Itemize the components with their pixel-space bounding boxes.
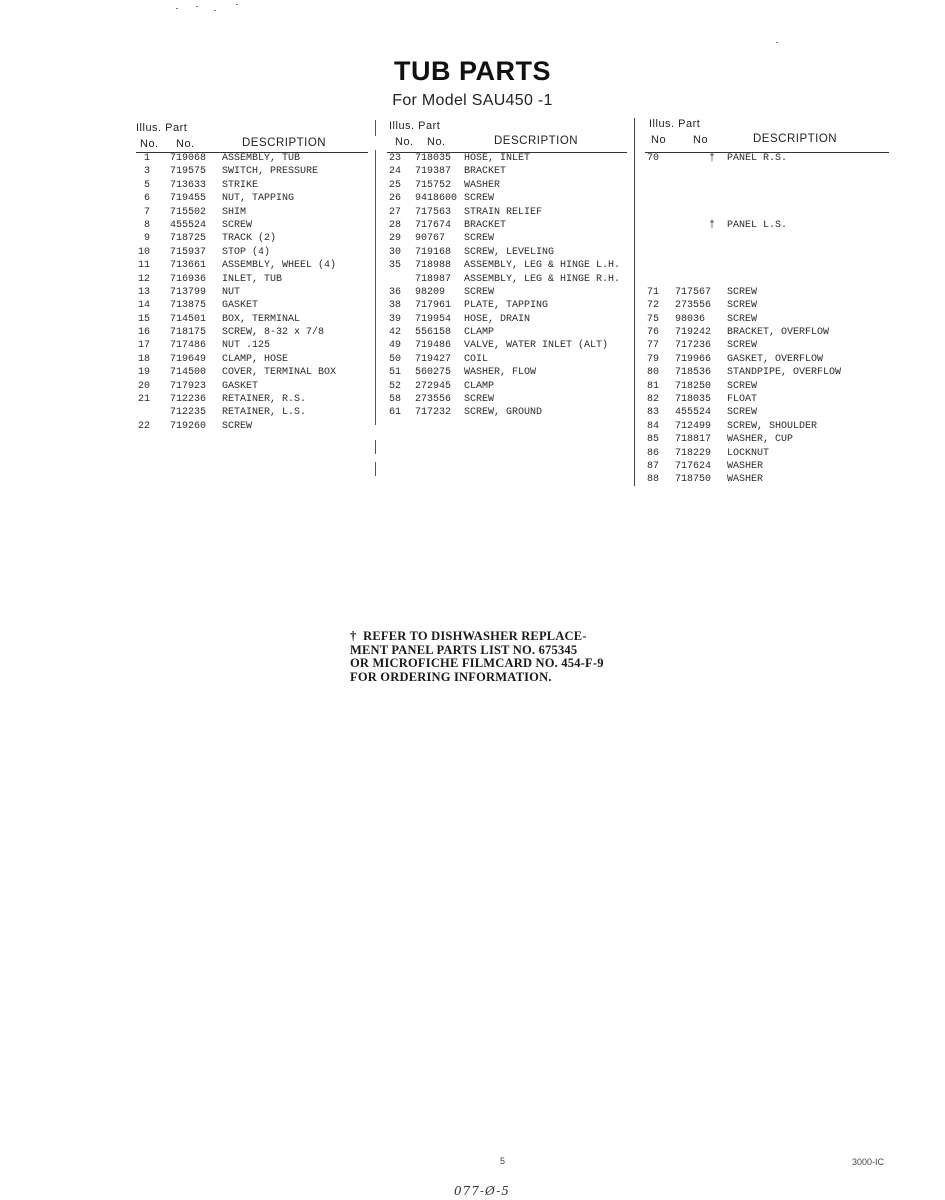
part-description: CLAMP, HOSE xyxy=(222,353,289,365)
table-row xyxy=(645,406,889,419)
table-row xyxy=(645,380,889,393)
column-divider-dashed xyxy=(375,150,376,425)
table-row xyxy=(645,299,889,312)
column-divider-dashed xyxy=(375,462,376,476)
illus-no: 50 xyxy=(388,353,401,365)
illus-no: 20 xyxy=(137,380,150,392)
illus-no: 35 xyxy=(388,260,401,272)
table-row xyxy=(645,273,889,286)
table-row xyxy=(645,179,889,192)
illus-no: 10 xyxy=(137,246,150,258)
illus-no: 30 xyxy=(388,246,401,258)
part-description: STANDPIPE, OVERFLOW xyxy=(727,367,842,379)
illus-no: 85 xyxy=(646,434,659,446)
part-no: 714500 xyxy=(170,367,207,379)
header-no: No. xyxy=(395,136,414,148)
table-row xyxy=(387,219,627,232)
note-line: † REFER TO DISHWASHER REPLACE- xyxy=(350,629,587,643)
part-description: SCREW, GROUND xyxy=(464,407,543,419)
part-no: 718229 xyxy=(675,447,712,459)
part-no: 715502 xyxy=(170,206,207,218)
illus-no: 86 xyxy=(646,447,659,459)
table-row xyxy=(645,353,889,366)
header-part-no: No xyxy=(693,134,709,146)
part-description: RETAINER, R.S. xyxy=(222,394,307,406)
part-no: 713875 xyxy=(170,300,207,312)
table-row xyxy=(387,326,627,339)
illus-no: 58 xyxy=(388,394,401,406)
table-row xyxy=(645,460,889,473)
document-code: 3000-IC xyxy=(852,1157,885,1167)
part-description: PLATE, TAPPING xyxy=(464,300,549,312)
table-row xyxy=(136,406,368,419)
part-description: SCREW xyxy=(464,193,495,205)
part-no: 719068 xyxy=(170,153,207,164)
part-no: 714501 xyxy=(170,313,207,325)
part-no: 719242 xyxy=(675,327,712,339)
illus-no: 77 xyxy=(646,340,659,352)
scan-speck xyxy=(214,10,216,11)
part-description: SCREW xyxy=(464,233,495,245)
part-description: COIL xyxy=(464,353,489,365)
table-row xyxy=(136,286,368,299)
illus-no: 24 xyxy=(388,166,401,178)
part-no: 717961 xyxy=(415,300,452,312)
scan-speck xyxy=(776,42,778,43)
table-row xyxy=(645,366,889,379)
table-row xyxy=(136,313,368,326)
illus-no: 6 xyxy=(143,193,150,205)
illus-no: 26 xyxy=(388,193,401,205)
illus-no: 51 xyxy=(388,367,401,379)
table-row xyxy=(645,206,889,219)
table-row xyxy=(387,179,627,192)
part-no: 719966 xyxy=(675,353,712,365)
column-divider xyxy=(634,118,635,486)
part-no: 715937 xyxy=(170,246,207,258)
table-row xyxy=(136,273,368,286)
header-no: No xyxy=(651,134,667,146)
part-no: 717923 xyxy=(170,380,207,392)
scan-speck xyxy=(236,4,238,5)
part-description: BRACKET xyxy=(464,166,507,178)
table-row xyxy=(645,433,889,446)
illus-no: 23 xyxy=(388,153,401,164)
part-description: INLET, TUB xyxy=(222,273,283,285)
part-description: GASKET xyxy=(222,300,259,312)
illus-no: 84 xyxy=(646,420,659,432)
illus-no: 71 xyxy=(646,286,659,298)
table-row xyxy=(136,393,368,406)
illus-no: 80 xyxy=(646,367,659,379)
part-description: SCREW xyxy=(727,300,758,312)
part-no: 719168 xyxy=(415,246,452,258)
illus-no: 61 xyxy=(388,407,401,419)
part-description: WASHER, CUP xyxy=(727,434,794,446)
part-description: RETAINER, L.S. xyxy=(222,407,307,419)
column-header xyxy=(136,118,368,152)
part-description: PANEL L.S. xyxy=(727,219,788,231)
table-row xyxy=(387,206,627,219)
parts-column-2 xyxy=(387,118,627,420)
table-row xyxy=(136,246,368,259)
part-description: SCREW xyxy=(727,286,758,298)
illus-no: 1 xyxy=(143,153,150,164)
part-description: SCREW, SHOULDER xyxy=(727,420,818,432)
table-row xyxy=(645,192,889,205)
table-row xyxy=(136,299,368,312)
illus-no: 82 xyxy=(646,394,659,406)
part-no: 718817 xyxy=(675,434,712,446)
illus-no: 39 xyxy=(388,313,401,325)
part-no: 718987 xyxy=(415,273,452,285)
part-description: BOX, TERMINAL xyxy=(222,313,301,325)
table-row xyxy=(136,353,368,366)
part-description: SCREW xyxy=(727,380,758,392)
part-no: 712235 xyxy=(170,407,207,419)
part-no: 719455 xyxy=(170,193,207,205)
part-description: VALVE, WATER INLET (ALT) xyxy=(464,340,609,352)
header-illus-part: Illus. Part xyxy=(389,120,441,132)
part-no: 718250 xyxy=(675,380,712,392)
part-description: SCREW, LEVELING xyxy=(464,246,555,258)
illus-no: 75 xyxy=(646,313,659,325)
illus-no: 88 xyxy=(646,474,659,486)
parts-column-1 xyxy=(136,118,368,433)
part-description: NUT, TAPPING xyxy=(222,193,295,205)
part-description: SCREW, 8-32 x 7/8 xyxy=(222,327,325,339)
table-row xyxy=(136,179,368,192)
part-no: 718750 xyxy=(675,474,712,486)
part-description: BRACKET, OVERFLOW xyxy=(727,327,830,339)
table-row xyxy=(387,152,627,165)
part-no: 718035 xyxy=(415,153,452,164)
part-description: WASHER xyxy=(464,179,501,191)
part-description: SCREW xyxy=(727,407,758,419)
illus-no: 17 xyxy=(137,340,150,352)
handwritten-note: 077-Ø-5 xyxy=(454,1184,510,1198)
parts-rows xyxy=(645,152,889,487)
part-no: 455524 xyxy=(170,219,207,231)
part-no: 719260 xyxy=(170,420,207,432)
ordering-note xyxy=(350,630,604,684)
illus-no: 70 xyxy=(646,153,659,164)
part-no: 712236 xyxy=(170,394,207,406)
header-description: DESCRIPTION xyxy=(753,133,838,145)
table-row xyxy=(645,219,889,232)
scan-speck xyxy=(196,6,198,7)
part-no: 98036 xyxy=(675,313,706,325)
part-no: 717624 xyxy=(675,460,712,472)
table-row xyxy=(645,339,889,352)
part-no: 718536 xyxy=(675,367,712,379)
part-no: 712499 xyxy=(675,420,712,432)
table-row xyxy=(387,380,627,393)
scan-speck xyxy=(176,8,178,9)
illus-no: 5 xyxy=(143,179,150,191)
table-row xyxy=(645,232,889,245)
illus-no: 28 xyxy=(388,219,401,231)
header-description: DESCRIPTION xyxy=(494,135,579,147)
illus-no: 76 xyxy=(646,327,659,339)
illus-no: 9 xyxy=(143,233,150,245)
part-no: 90767 xyxy=(415,233,446,245)
part-description: WASHER xyxy=(727,474,764,486)
part-description: COVER, TERMINAL BOX xyxy=(222,367,337,379)
table-row xyxy=(136,420,368,433)
part-description: STRAIN RELIEF xyxy=(464,206,543,218)
part-description: STOP (4) xyxy=(222,246,271,258)
parts-rows xyxy=(136,152,368,433)
part-no: 719649 xyxy=(170,353,207,365)
part-description: CLAMP xyxy=(464,327,495,339)
illus-no: 3 xyxy=(143,166,150,178)
part-no: 719486 xyxy=(415,340,452,352)
table-row xyxy=(136,232,368,245)
table-row xyxy=(387,165,627,178)
table-row xyxy=(136,192,368,205)
part-description: FLOAT xyxy=(727,394,758,406)
illus-no: 22 xyxy=(137,420,150,432)
part-description: HOSE, DRAIN xyxy=(464,313,531,325)
part-description: SCREW xyxy=(727,340,758,352)
table-row xyxy=(136,152,368,165)
illus-no: 8 xyxy=(143,219,150,231)
part-description: SCREW xyxy=(222,420,253,432)
part-no: 719387 xyxy=(415,166,452,178)
part-description: NUT xyxy=(222,286,241,298)
illus-no: 83 xyxy=(646,407,659,419)
part-no: 556158 xyxy=(415,327,452,339)
illus-no: 16 xyxy=(137,327,150,339)
note-line: MENT PANEL PARTS LIST NO. 675345 xyxy=(350,642,578,657)
part-description: SCREW xyxy=(222,219,253,231)
page-title: TUB PARTS xyxy=(394,56,551,86)
table-row xyxy=(136,219,368,232)
illus-no: 13 xyxy=(137,286,150,298)
illus-no: 21 xyxy=(137,394,150,406)
part-no: 717232 xyxy=(415,407,452,419)
illus-no: 52 xyxy=(388,380,401,392)
part-description: ASSEMBLY, LEG & HINGE L.H. xyxy=(464,260,621,272)
part-no: 716936 xyxy=(170,273,207,285)
illus-no: 42 xyxy=(388,327,401,339)
table-row xyxy=(387,393,627,406)
part-description: SHIM xyxy=(222,206,247,218)
illus-no: 29 xyxy=(388,233,401,245)
part-description: STRIKE xyxy=(222,179,259,191)
header-part-no: No. xyxy=(176,138,195,150)
part-no: 717567 xyxy=(675,286,712,298)
part-no: 719427 xyxy=(415,353,452,365)
illus-no: 25 xyxy=(388,179,401,191)
part-description: SCREW xyxy=(464,286,495,298)
table-row xyxy=(387,259,627,272)
table-row xyxy=(645,152,889,165)
part-no: 273556 xyxy=(675,300,712,312)
table-row xyxy=(645,447,889,460)
table-row xyxy=(645,393,889,406)
part-description: NUT .125 xyxy=(222,340,271,352)
part-description: SWITCH, PRESSURE xyxy=(222,166,319,178)
table-row xyxy=(387,353,627,366)
part-description: BRACKET xyxy=(464,219,507,231)
parts-rows xyxy=(387,152,627,420)
part-no: 272945 xyxy=(415,380,452,392)
part-description: SCREW xyxy=(727,313,758,325)
part-description: CLAMP xyxy=(464,380,495,392)
illus-no: 87 xyxy=(646,460,659,472)
part-description: LOCKNUT xyxy=(727,447,770,459)
table-row xyxy=(387,232,627,245)
note-line: FOR ORDERING INFORMATION. xyxy=(350,669,552,684)
part-no: 713799 xyxy=(170,286,207,298)
part-description: ASSEMBLY, WHEEL (4) xyxy=(222,260,337,272)
part-no: 717563 xyxy=(415,206,452,218)
header-illus-part: Illus. Part xyxy=(649,118,701,130)
parts-column-3 xyxy=(645,118,889,487)
table-row xyxy=(136,326,368,339)
illus-no: 11 xyxy=(137,260,150,272)
table-row xyxy=(136,165,368,178)
header-no: No. xyxy=(140,138,159,150)
part-description: WASHER xyxy=(727,460,764,472)
part-description: ASSEMBLY, LEG & HINGE R.H. xyxy=(464,273,621,285)
illus-no: 38 xyxy=(388,300,401,312)
table-row xyxy=(136,206,368,219)
illus-no: 36 xyxy=(388,286,401,298)
table-row xyxy=(645,286,889,299)
table-row xyxy=(136,259,368,272)
table-row xyxy=(136,380,368,393)
illus-no: 18 xyxy=(137,353,150,365)
table-row xyxy=(645,165,889,178)
part-description: SCREW xyxy=(464,394,495,406)
table-row xyxy=(645,313,889,326)
table-row xyxy=(387,299,627,312)
part-no: 560275 xyxy=(415,367,452,379)
table-row xyxy=(387,246,627,259)
header-part-no: No. xyxy=(427,136,446,148)
illus-no: 14 xyxy=(137,300,150,312)
part-no: 273556 xyxy=(415,394,452,406)
column-divider-dashed xyxy=(375,440,376,454)
part-no: 455524 xyxy=(675,407,712,419)
page-subtitle: For Model SAU450 -1 xyxy=(392,92,553,109)
illus-no: 19 xyxy=(137,367,150,379)
part-no: † xyxy=(709,153,716,164)
part-no: 718725 xyxy=(170,233,207,245)
illus-no: 72 xyxy=(646,300,659,312)
note-line: OR MICROFICHE FILMCARD NO. 454-F-9 xyxy=(350,656,604,670)
part-description: ASSEMBLY, TUB xyxy=(222,153,301,164)
part-description: TRACK (2) xyxy=(222,233,277,245)
table-row xyxy=(136,366,368,379)
part-description: WASHER, FLOW xyxy=(464,367,537,379)
table-row xyxy=(645,259,889,272)
table-row xyxy=(387,286,627,299)
part-no: 719954 xyxy=(415,313,452,325)
header-description: DESCRIPTION xyxy=(242,137,327,149)
illus-no: 7 xyxy=(143,206,150,218)
table-row xyxy=(645,326,889,339)
illus-no: 15 xyxy=(137,313,150,325)
part-no: 718175 xyxy=(170,327,207,339)
column-divider-dashed xyxy=(375,120,376,136)
illus-no: 81 xyxy=(646,380,659,392)
table-row xyxy=(387,406,627,419)
table-row xyxy=(387,192,627,205)
column-header xyxy=(387,118,627,152)
part-no: 9418600 xyxy=(415,193,458,205)
table-row xyxy=(645,246,889,259)
part-no: 98209 xyxy=(415,286,446,298)
table-row xyxy=(645,420,889,433)
table-row xyxy=(387,366,627,379)
illus-no: 27 xyxy=(388,206,401,218)
table-row xyxy=(645,473,889,486)
table-row xyxy=(387,273,627,286)
part-description: GASKET xyxy=(222,380,259,392)
part-description: PANEL R.S. xyxy=(727,153,788,164)
part-no: 718988 xyxy=(415,260,452,272)
part-no: 717236 xyxy=(675,340,712,352)
table-row xyxy=(387,313,627,326)
part-no: 717486 xyxy=(170,340,207,352)
page-mark: 5 xyxy=(500,1156,506,1166)
header-illus-part: Illus. Part xyxy=(136,122,188,134)
column-header xyxy=(645,118,889,152)
part-no: 713633 xyxy=(170,179,207,191)
part-no: † xyxy=(709,219,716,231)
illus-no: 79 xyxy=(646,353,659,365)
part-no: 713661 xyxy=(170,260,207,272)
part-no: 719575 xyxy=(170,166,207,178)
illus-no: 49 xyxy=(388,340,401,352)
part-description: HOSE, INLET xyxy=(464,153,531,164)
part-no: 718035 xyxy=(675,394,712,406)
part-description: GASKET, OVERFLOW xyxy=(727,353,824,365)
table-row xyxy=(387,339,627,352)
table-row xyxy=(136,339,368,352)
illus-no: 12 xyxy=(137,273,150,285)
part-no: 715752 xyxy=(415,179,452,191)
part-no: 717674 xyxy=(415,219,452,231)
